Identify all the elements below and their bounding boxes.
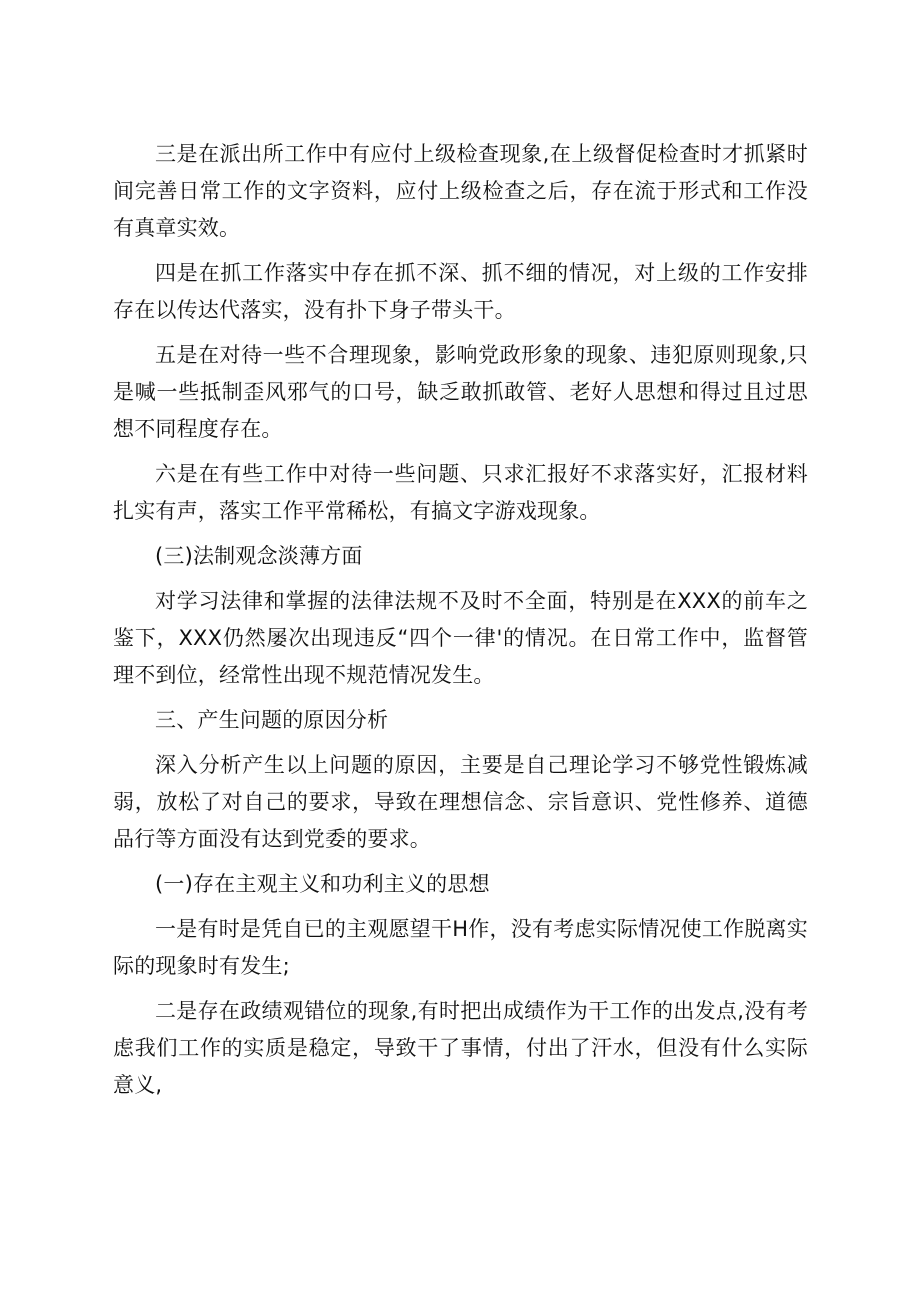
document-body <box>113 136 808 1112</box>
paragraph-point-six: 六是在有些工作中对待一些问题、只求汇报好不求落实好，汇报材料扎实有声，落实工作平常稀松，有搞文字游戏现象。 <box>113 462 808 523</box>
section-heading-legal-awareness: (三)法制观念淡薄方面 <box>155 544 363 568</box>
paragraph-point-three: 三是在派出所工作中有应付上级检查现象,在上级督促检查时才抓紧时间完善日常工作的文字资料，应付上级检查之后，存在流于形式和工作没有真章实效。 <box>113 142 808 240</box>
paragraph-point-four: 四是在抓工作落实中存在抓不深、抓不细的情况，对上级的工作安排存在以传达代落实，没有扑下身子带头干。 <box>113 261 808 322</box>
paragraph-legal-awareness: 对学习法律和掌握的法律法规不及时不全面，特别是在XXX的前车之鉴下，XXX仍然屡次出现违反“四个一律'的情况。在日常工作中，监督管理不到位，经常性出现不规范情况发生。 <box>113 589 808 687</box>
paragraph-point-five: 五是在对待一些不合理现象，影响党政形象的现象、违犯原则现象,只是喊一些抵制歪风邪气的口号，缺乏敢抓敢管、老好人思想和得过且过思想不同程度存在。 <box>113 343 808 441</box>
paragraph-point-one: 一是有时是凭自已的主观愿望干H作，没有考虑实际情况使工作脱离实际的现象时有发生; <box>113 917 808 978</box>
section-heading-subjectivism: (一)存在主观主义和功利主义的思想 <box>155 872 490 896</box>
section-heading-cause-analysis: 三、产生问题的原因分析 <box>155 708 389 732</box>
paragraph-point-two: 二是存在政绩观错位的现象,有时把出成绩作为干工作的出发点,没有考虑我们工作的实质是稳定，导致干了事情，付出了汗水，但没有什么实际意义, <box>113 999 808 1097</box>
paragraph-cause-analysis: 深入分析产生以上问题的原因，主要是自己理论学习不够党性锻炼减弱，放松了对自己的要求，导致在理想信念、宗旨意识、党性修养、道德品行等方面没有达到党委的要求。 <box>113 753 808 851</box>
